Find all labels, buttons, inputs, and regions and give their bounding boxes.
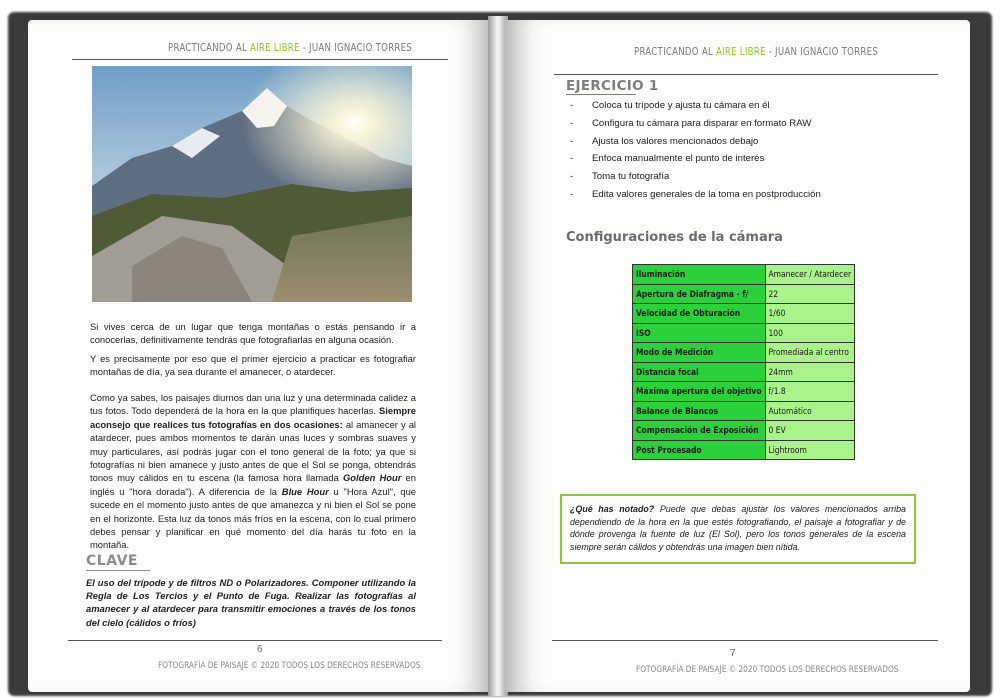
header-prefix: PRACTICANDO AL [168, 42, 250, 54]
exercise-heading: EJERCICIO 1 [566, 78, 659, 94]
step-text: Configura tu cámara para disparar en formato RAW [592, 117, 812, 129]
list-item: - Ajusta los valores mencionados debajo [570, 135, 759, 147]
header-prefix: PRACTICANDO AL [634, 46, 716, 58]
table-row [633, 401, 855, 421]
table-value: Automático [765, 401, 855, 421]
mountain-photo [92, 66, 412, 302]
table-key: Distancia focal [633, 362, 766, 382]
clave-underline [86, 570, 150, 571]
table-value: 100 [765, 323, 855, 343]
table-key: Velocidad de Obturación [633, 304, 766, 324]
table-value: Amanecer / Atardecer [765, 265, 855, 285]
paragraph-light [90, 391, 416, 552]
header-accent: AIRE LIBRE [249, 42, 300, 54]
table-key: Iluminación [633, 265, 766, 285]
table-key: Post Procesado [633, 440, 766, 460]
table-row [633, 265, 855, 285]
list-item: - Configura tu cámara para disparar en formato RAW [570, 117, 812, 129]
table-key: Balance de Blancos [633, 401, 766, 421]
step-text: Edita valores generales de la toma en postproducción [592, 188, 821, 200]
text-span: en inglés u "hora dorada"). A diferencia de la [90, 472, 416, 497]
table-value: Lightroom [765, 440, 855, 460]
list-item: - Edita valores generales de la toma en postproducción [570, 188, 821, 200]
table-row [633, 440, 855, 460]
page-footer: FOTOGRAFÍA DE PAISAJE © 2020 TODOS LOS DERECHOS RESERVADOS [158, 661, 421, 671]
table-value: 24mm [765, 362, 855, 382]
page-number: 6 [257, 644, 263, 655]
header-rule [554, 74, 938, 75]
header-suffix: - JUAN IGNACIO TORRES [765, 46, 878, 58]
table-row [633, 362, 855, 382]
paragraph-exercise: Y es precisamente por eso que el primer ejercicio a practicar es fotografiar montañas de día, ya sea durante el amanecer, o atardecer. [90, 353, 416, 378]
step-text: Ajusta los valores mencionados debajo [592, 135, 759, 147]
right-page [504, 20, 970, 692]
exercise-steps [570, 100, 821, 207]
blue-hour-term: Blue Hour [281, 485, 329, 497]
note-question: ¿Qué has notado? [570, 504, 655, 514]
bold-span: Siempre aconsejo que realices tus fotografías en dos ocasiones: [90, 405, 416, 430]
clave-heading: CLAVE [86, 553, 138, 569]
step-text: Coloca tu trípode y ajusta tu cámara en él [592, 100, 770, 111]
list-item: - Coloca tu trípode y ajusta tu cámara en él [570, 100, 770, 111]
table-key: ISO [633, 323, 766, 343]
header-suffix: - JUAN IGNACIO TORRES [299, 42, 412, 54]
table-key: Modo de Medición [633, 343, 766, 363]
note-box [560, 494, 916, 564]
clave-text: El uso del trípode y de filtros ND o Polarizadores. Componer utilizando la Regla de Los Tercios y el Punto de Fuga. Realizar las fotografías al amanecer y al atardecer para transmitir emociones a través de los tonos del cielo (cálidos o fríos) [86, 577, 416, 628]
golden-hour-term: Golden Hour [343, 472, 402, 484]
step-text: Enfoca manualmente el punto de interés [592, 153, 765, 165]
note-text: Puede que debas ajustar los valores mencionados arriba dependiendo de la hora en la que estés fotografiando, el paisaje a fotografiar y de dónde provenga la fuente de luz (El Sol), pero los tonos generales de la escena siempre serán cálidos y obtendrás una imagen bien nítida. [570, 504, 906, 552]
table-value: Promediada al centro [765, 343, 855, 363]
page-footer: FOTOGRAFÍA DE PAISAJE © 2020 TODOS LOS DERECHOS RESERVADOS [636, 665, 899, 675]
table-value: 22 [765, 284, 855, 304]
footer-rule [552, 640, 938, 641]
step-text: Toma tu fotografía [592, 171, 670, 183]
page-number: 7 [730, 648, 736, 659]
text-span: u "Hora Azul", que sucede en el momento justo antes de que amanezca y ni bien el Sol se pone en el horizonte. Esta luz da tonos más fríos en la escena, con lo cual primero debes pensar y planificar en qué momento del día harás tu foto en la montaña. [90, 485, 416, 551]
table-value: 1/60 [765, 304, 855, 324]
text-span: al amanecer y al atardecer, pues ambos momentos te darán unas luces y sombras suaves y muy particulares, así podrás jugar con el tono general de la foto; ya que si fotografías ni bien amanece y justo antes de que el Sol se ponga, obtendrás tonos muy cálidos en tu escena (la famosa hora llamada [90, 418, 417, 484]
table-key: Apertura de Diafragma - f/ [633, 284, 766, 304]
camera-settings-table [632, 264, 855, 460]
table-row [633, 323, 855, 343]
table-row [633, 382, 855, 402]
paragraph-intro: Si vives cerca de un lugar que tenga montañas o estás pensando ir a conocerlas, definitivamente tendrás que fotografiarlas en alguna ocasión. [90, 321, 416, 346]
mountain-sunrise-image [92, 66, 412, 302]
table-value: 0 EV [765, 421, 855, 441]
config-heading: Configuraciones de la cámara [566, 230, 783, 245]
list-item: - Toma tu fotografía [570, 171, 670, 183]
page-header [634, 46, 878, 58]
left-page [28, 20, 492, 692]
text-span: Como ya sabes, los paisajes diurnos dan una luz y una determinada calidez a tus fotos. Todo dependerá de la hora en la que planifiques hacerlas. [90, 392, 416, 417]
footer-rule [68, 640, 442, 641]
table-key: Compensación de Exposición [633, 421, 766, 441]
table-value: f/1.8 [765, 382, 855, 402]
table-row [633, 343, 855, 363]
exercise-underline [566, 94, 636, 95]
table-row [633, 421, 855, 441]
list-item: - Enfoca manualmente el punto de interés [570, 153, 765, 165]
header-rule [72, 59, 448, 60]
header-accent: AIRE LIBRE [715, 46, 766, 58]
table-row [633, 284, 855, 304]
page-header [168, 42, 412, 54]
table-row [633, 304, 855, 324]
table-key: Máxima apertura del objetivo [633, 382, 766, 402]
